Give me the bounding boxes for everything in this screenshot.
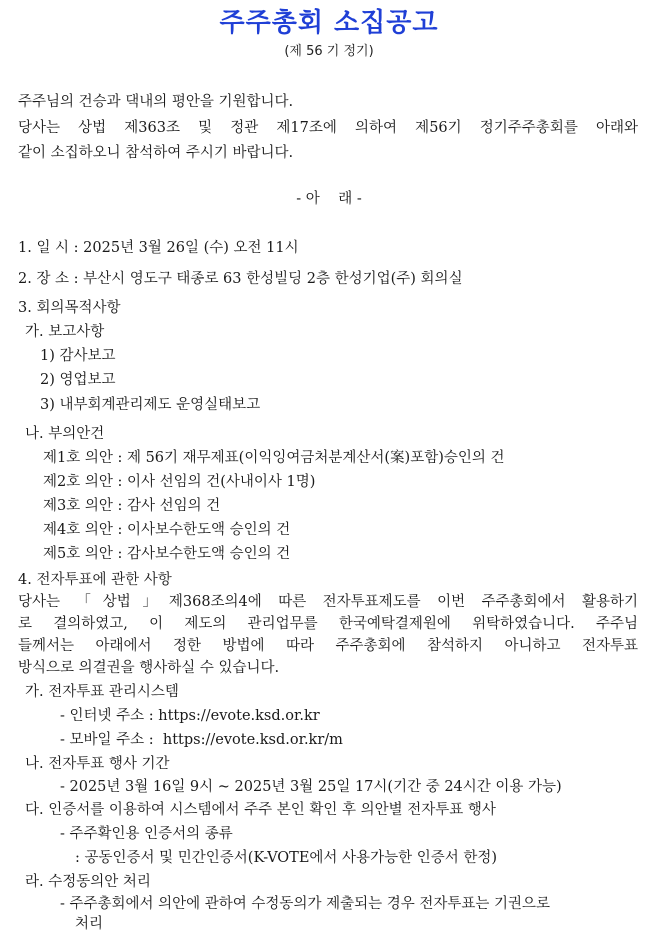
evote-body-line: 들께서는 아래에서 정한 방법에 따라 주주총회에 참석하지 아니하고 전자투표: [18, 638, 638, 654]
evote-body-line: 방식으로 의결권을 행사하실 수 있습니다.: [18, 660, 280, 676]
agenda-item: 제5호 의안 : 감사보수한도액 승인의 건: [43, 546, 291, 562]
notice-subtitle: (제 56 기 정기): [284, 44, 374, 59]
evote-period-heading: 나. 전자투표 행사 기간: [25, 756, 170, 772]
evote-system-heading: 가. 전자투표 관리시스템: [25, 684, 179, 700]
evote-auth-heading: 다. 인증서를 이용하여 시스템에서 주주 본인 확인 후 의안별 전자투표 행사: [25, 802, 496, 818]
intro-line: 당사는 상법 제363조 및 정관 제17조에 의하여 제56기 정기주주총회를 아래와: [18, 120, 638, 136]
report-item: 2) 영업보고: [40, 372, 116, 388]
evote-url-line: - 인터넷 주소 : https://evote.ksd.or.kr: [60, 708, 320, 724]
agenda-heading: 나. 부의안건: [25, 426, 105, 442]
section-mark: - 아 래 -: [296, 191, 362, 207]
item-date: 1. 일 시 : 2025년 3월 26일 (수) 오전 11시: [18, 240, 299, 256]
evote-auth-line: - 주주확인용 인증서의 종류: [60, 826, 233, 842]
evote-section-heading: 4. 전자투표에 관한 사항: [18, 572, 172, 588]
evote-period-line: - 2025년 3월 16일 9시 ~ 2025년 3월 25일 17시(기간 중 24시간 이용 가능): [60, 779, 562, 795]
evote-auth-line: : 공동인증서 및 민간인증서(K-VOTE에서 사용가능한 인증서 한정): [75, 850, 497, 866]
report-item: 1) 감사보고: [40, 348, 116, 364]
report-item: 3) 내부회계관리제도 운영실태보고: [40, 397, 261, 413]
evote-amend-line: 처리: [75, 916, 104, 932]
agenda-item: 제3호 의안 : 감사 선임의 건: [43, 498, 221, 514]
evote-body-line: 로 결의하였고, 이 제도의 관리업무를 한국예탁결제원에 위탁하였습니다. 주주님: [18, 616, 638, 632]
intro-line: 주주님의 건승과 댁내의 평안을 기원합니다.: [18, 94, 294, 110]
agenda-item: 제4호 의안 : 이사보수한도액 승인의 건: [43, 522, 291, 538]
item-place: 2. 장 소 : 부산시 영도구 태종로 63 한성빌딩 2층 한성기업(주) 회의실: [18, 271, 463, 287]
report-heading: 가. 보고사항: [25, 324, 105, 340]
agenda-item: 제1호 의안 : 제 56기 재무제표(이익잉여금처분계산서(案)포함)승인의 건: [43, 450, 505, 466]
agenda-item: 제2호 의안 : 이사 선임의 건(사내이사 1명): [43, 474, 316, 490]
intro-line: 같이 소집하오니 참석하여 주시기 바랍니다.: [18, 145, 294, 161]
evote-amend-heading: 라. 수정동의안 처리: [25, 874, 151, 890]
agenda-section-heading: 3. 회의목적사항: [18, 300, 121, 316]
evote-url-line: - 모바일 주소 : https://evote.ksd.or.kr/m: [60, 732, 343, 748]
notice-title: 주주총회 소집공고: [219, 8, 439, 38]
evote-body-line: 당사는 「상법」제368조의4에 따른 전자투표제도를 이번 주주총회에서 활용하기: [18, 594, 638, 610]
evote-amend-line: - 주주총회에서 의안에 관하여 수정동의가 제출되는 경우 전자투표는 기권으로: [60, 896, 550, 912]
